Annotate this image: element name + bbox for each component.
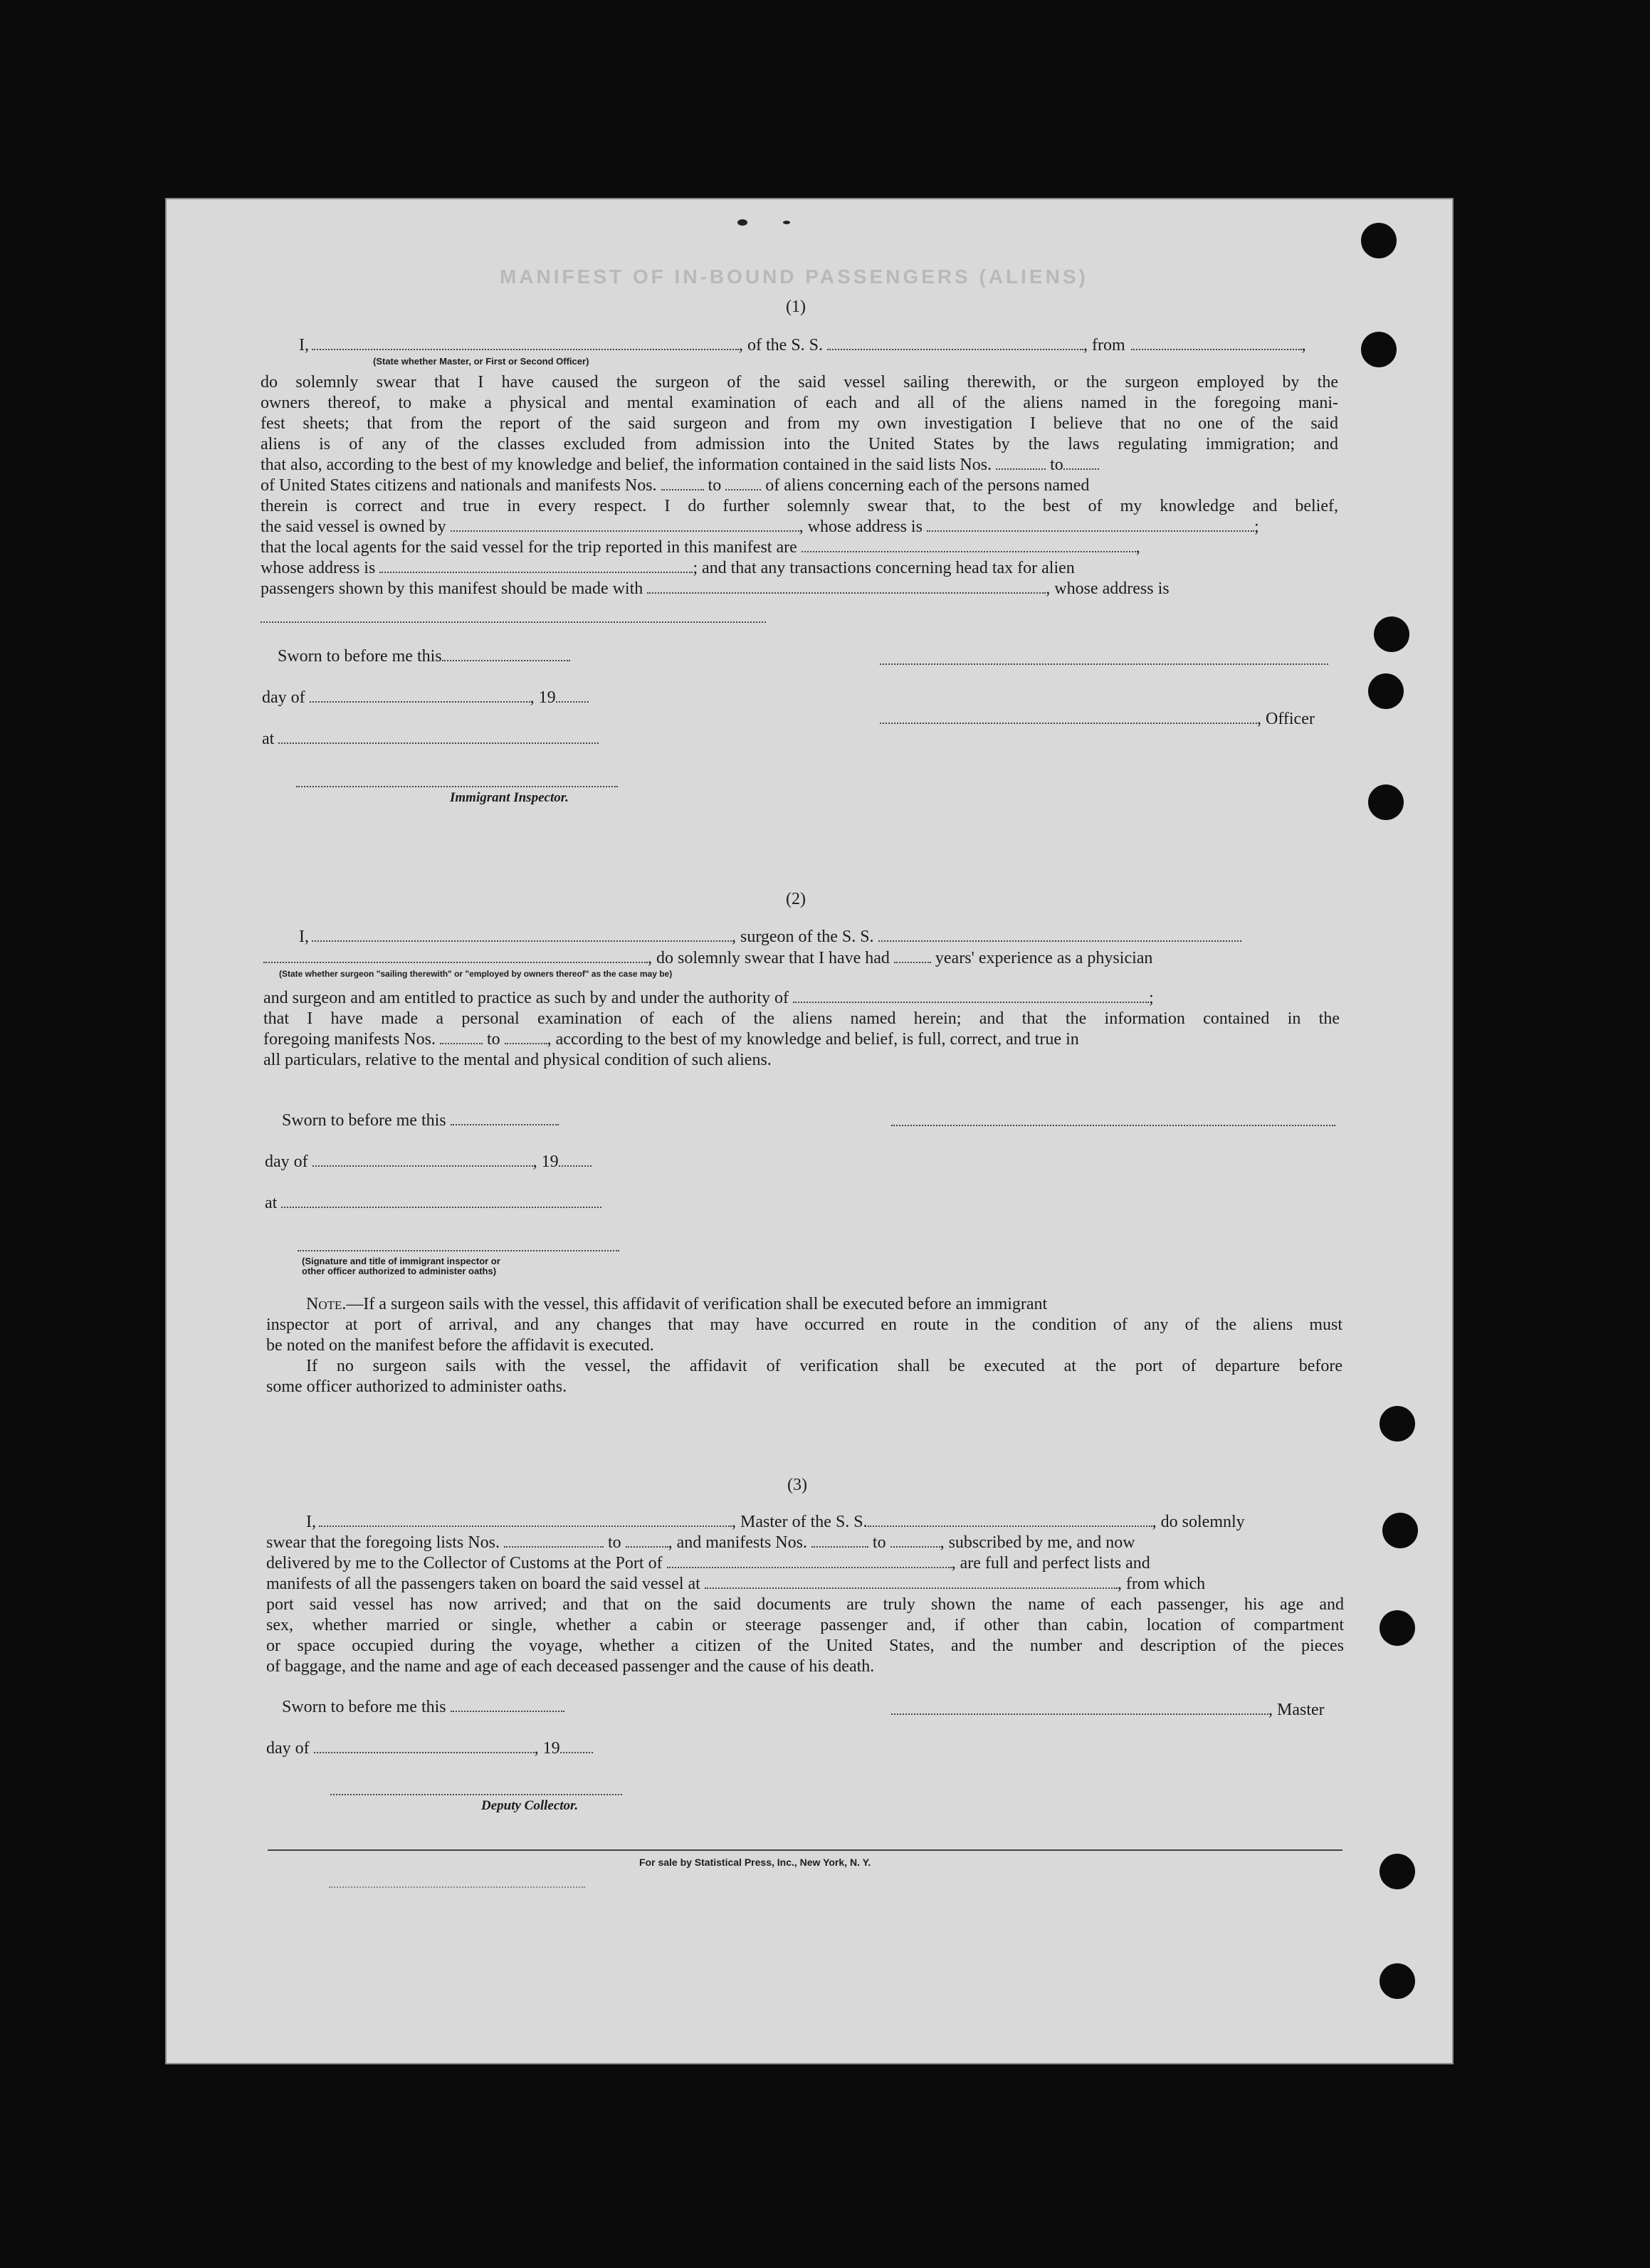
- s1-line10: whose address is ; and that any transactions concerning head tax for alien: [261, 559, 1075, 577]
- s2-sworn: Sworn to before me this: [282, 1111, 559, 1131]
- punch-hole: [1380, 1406, 1415, 1442]
- ink-speck: [737, 219, 747, 226]
- s2-day-of: day of , 19: [265, 1152, 592, 1172]
- section-1-number: (1): [786, 298, 806, 316]
- s1-at: at: [262, 729, 599, 750]
- punch-hole: [1374, 616, 1409, 652]
- s2-line-i: I, , surgeon of the S. S.: [299, 927, 1241, 947]
- s2-note-line: If no surgeon sails with the vessel, the affidavit of verification shall be executed at the port of departure before: [306, 1357, 1342, 1375]
- s1-inspector-line: [296, 786, 618, 787]
- s3-sworn: Sworn to before me this: [282, 1697, 564, 1718]
- footer-dotted-line: [329, 1886, 585, 1888]
- s3-line2: swear that the foregoing lists Nos. to , and manifests Nos. to , subscribed by me, and now: [266, 1533, 1135, 1552]
- ink-speck: [783, 221, 790, 224]
- s1-line5: that also, according to the best of my knowledge and belief, the information contained in the said lists Nos. to: [261, 455, 1099, 476]
- s2-note-line: be noted on the manifest before the affidavit is executed.: [266, 1336, 654, 1355]
- s2-note-line: some officer authorized to administer oaths.: [266, 1377, 567, 1396]
- punch-hole: [1380, 1963, 1415, 1999]
- s1-day-of: day of , 19: [262, 688, 589, 708]
- s1-sworn: Sworn to before me this: [278, 646, 570, 667]
- s1-line9: that the local agents for the said vessel for the trip reported in this manifest are ,: [261, 538, 1140, 557]
- document-page: [165, 198, 1454, 2064]
- s1-signature-line: [880, 663, 1328, 665]
- s2-body-line: that I have made a personal examination of each of the aliens named herein; and that the information contained in the: [263, 1009, 1340, 1028]
- punch-hole: [1382, 1513, 1418, 1548]
- s2-line5: foregoing manifests Nos. to , according to the best of my knowledge and belief, is full, correct, and true in: [263, 1030, 1079, 1049]
- s1-address-line: [261, 621, 766, 623]
- s3-line3: delivered by me to the Collector of Customs at the Port of , are full and perfect lists and: [266, 1554, 1150, 1573]
- s2-line3: and surgeon and am entitled to practice as such by and under the authority of ;: [263, 989, 1154, 1007]
- s1-line6: of United States citizens and nationals and manifests Nos. to of aliens concerning each of the persons named: [261, 476, 1090, 495]
- s2-line2: , do solemnly swear that I have had years' experience as a physician: [263, 948, 1152, 969]
- punch-hole: [1368, 784, 1404, 820]
- punch-hole: [1361, 332, 1397, 367]
- s1-officer-note: (State whether Master, or First or Second Officer): [373, 356, 589, 367]
- s2-at: at: [265, 1193, 601, 1214]
- s2-sig-note-2: other officer authorized to administer oaths): [302, 1266, 497, 1276]
- s1-line11: passengers shown by this manifest should be made with , whose address is: [261, 579, 1170, 598]
- s1-body-line: fest sheets; that from the report of the said surgeon and from my own investigation I believe that no one of the said: [261, 414, 1338, 433]
- punch-hole: [1368, 673, 1404, 709]
- s1-line-i: I, , of the S. S. , from ,: [299, 336, 1306, 355]
- s2-inspector-line: [298, 1250, 619, 1251]
- s3-body-line: sex, whether married or single, whether a cabin or steerage passenger and, if other than cabin, location of compartment: [266, 1616, 1344, 1634]
- s3-body-line: or space occupied during the voyage, whether a citizen of the United States, and the number and description of the pieces: [266, 1637, 1344, 1655]
- s3-deputy-label: Deputy Collector.: [481, 1798, 579, 1813]
- s3-body-line: port said vessel has now arrived; and that on the said documents are truly shown the name of each passenger, his age and: [266, 1595, 1344, 1614]
- s3-collector-line: [330, 1794, 622, 1795]
- s2-signature-line: [891, 1125, 1335, 1126]
- s3-day-of: day of , 19: [266, 1738, 593, 1759]
- footer-rule: [268, 1849, 1342, 1851]
- s1-inspector-label: Immigrant Inspector.: [450, 790, 569, 805]
- section-3-number: (3): [787, 1476, 807, 1494]
- s3-line-i: I, , Master of the S. S. , do solemnly: [306, 1513, 1245, 1531]
- s2-surgeon-note: (State whether surgeon "sailing therewith" or "employed by owners thereof" as the case may be): [279, 969, 673, 979]
- footer-printer: For sale by Statistical Press, Inc., New York, N. Y.: [639, 1857, 871, 1868]
- s2-line6: all particulars, relative to the mental and physical condition of such aliens.: [263, 1051, 772, 1069]
- s1-body-line: therein is correct and true in every respect. I do further solemnly swear that, to the best of my knowledge and belief,: [261, 497, 1338, 515]
- punch-hole: [1380, 1854, 1415, 1889]
- punch-hole: [1361, 223, 1397, 258]
- s1-line8: the said vessel is owned by , whose address is ;: [261, 518, 1259, 536]
- s2-note-line: Note.—If a surgeon sails with the vessel, this affidavit of verification shall be executed before an immigrant: [306, 1295, 1048, 1313]
- s1-body-line: do solemnly swear that I have caused the surgeon of the said vessel sailing therewith, or the surgeon employed by the: [261, 373, 1338, 392]
- faint-header: MANIFEST OF IN-BOUND PASSENGERS (ALIENS): [500, 266, 1088, 288]
- s1-body-line: owners thereof, to make a physical and mental examination of each and all of the aliens named in the foregoing mani-: [261, 394, 1338, 412]
- s2-note-line: inspector at port of arrival, and any changes that may have occurred en route in the condition of any of the aliens must: [266, 1316, 1342, 1334]
- s2-sig-note-1: (Signature and title of immigrant inspector or: [302, 1256, 500, 1266]
- s1-body-line: aliens is of any of the classes excluded from admission into the United States by the laws regulating immigration; and: [261, 435, 1338, 453]
- s3-body-last: of baggage, and the name and age of each deceased passenger and the cause of his death.: [266, 1657, 875, 1676]
- s1-officer: , Officer: [880, 709, 1315, 730]
- punch-hole: [1380, 1610, 1415, 1646]
- s3-line4: manifests of all the passengers taken on board the said vessel at , from which: [266, 1575, 1206, 1593]
- section-2-number: (2): [786, 890, 806, 908]
- s3-master: , Master: [891, 1700, 1325, 1721]
